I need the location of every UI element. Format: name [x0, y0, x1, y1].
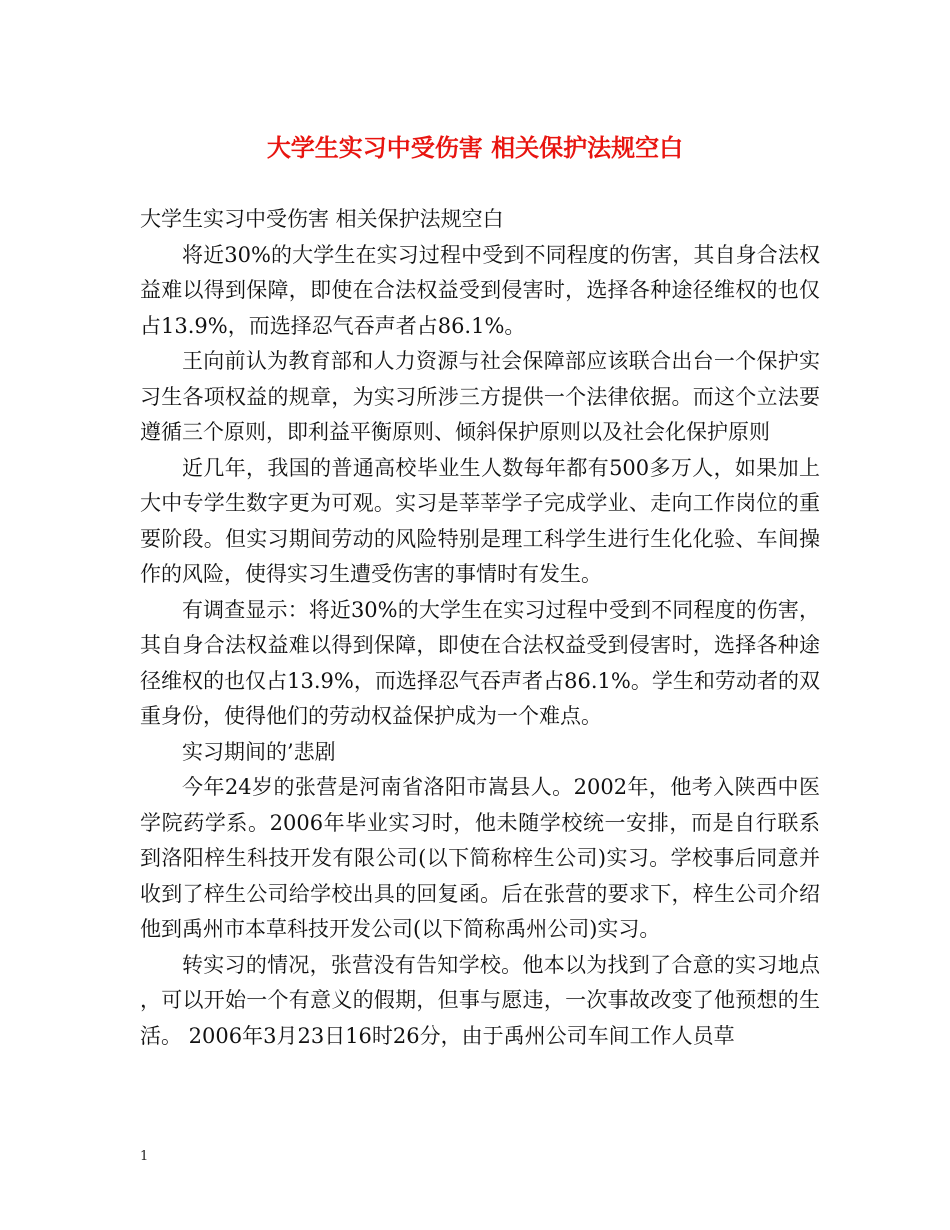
page-number: 1 [140, 1149, 149, 1164]
paragraph-1: 将近30%的大学生在实习过程中受到不同程度的伤害，其自身合法权益难以得到保障，即使在合法权益受到侵害时，选择各种途径维权的也仅占13.9%，而选择忍气吞声者占86.1%。 [140, 242, 820, 338]
document-title: 大学生实习中受伤害 相关保护法规空白 [266, 134, 684, 162]
document-body [140, 202, 820, 1054]
section-heading: 实习期间的’悲剧 [182, 739, 336, 764]
paragraph-4: 有调查显示：将近30%的大学生在实习过程中受到不同程度的伤害，其自身合法权益难以得到保障，即使在合法权益受到侵害时，选择各种途径维权的也仅占13.9%，而选择忍气吞声者占86.1%。学生和劳动者的双重身份，使得他们的劳动权益保护成为一个难点。 [140, 597, 820, 728]
document-subtitle: 大学生实习中受伤害 相关保护法规空白 [140, 207, 504, 231]
paragraph-2: 王向前认为教育部和人力资源与社会保障部应该联合出台一个保护实习生各项权益的规章，为实习所涉三方提供一个法律依据。而这个立法要遵循三个原则，即利益平衡原则、倾斜保护原则以及社会化保护原则 [140, 349, 820, 444]
paragraph-6: 转实习的情况，张营没有告知学校。他本以为找到了合意的实习地点，可以开始一个有意义的假期，但事与愿违，一次事故改变了他预想的生活。 2006年3月23日16时26分，由于禹州公司车间工作人员草 [140, 952, 820, 1048]
paragraph-5: 今年24岁的张营是河南省洛阳市嵩县人。2002年，他考入陕西中医学院药学系。2006年毕业实习时，他未随学校统一安排，而是自行联系到洛阳梓生科技开发有限公司(以下简称梓生公司)实习。学校事后同意并收到了梓生公司给学校出具的回复函。后在张营的要求下，梓生公司介绍他到禹州市本草科技开发公司(以下简称禹州公司)实习。 [140, 775, 820, 941]
paragraph-3: 近几年，我国的普通高校毕业生人数每年都有500多万人，如果加上大中专学生数字更为可观。实习是莘莘学子完成学业、走向工作岗位的重要阶段。但实习期间劳动的风险特别是理工科学生进行生化化验、车间操作的风险，使得实习生遭受伤害的事情时有发生。 [140, 455, 820, 586]
